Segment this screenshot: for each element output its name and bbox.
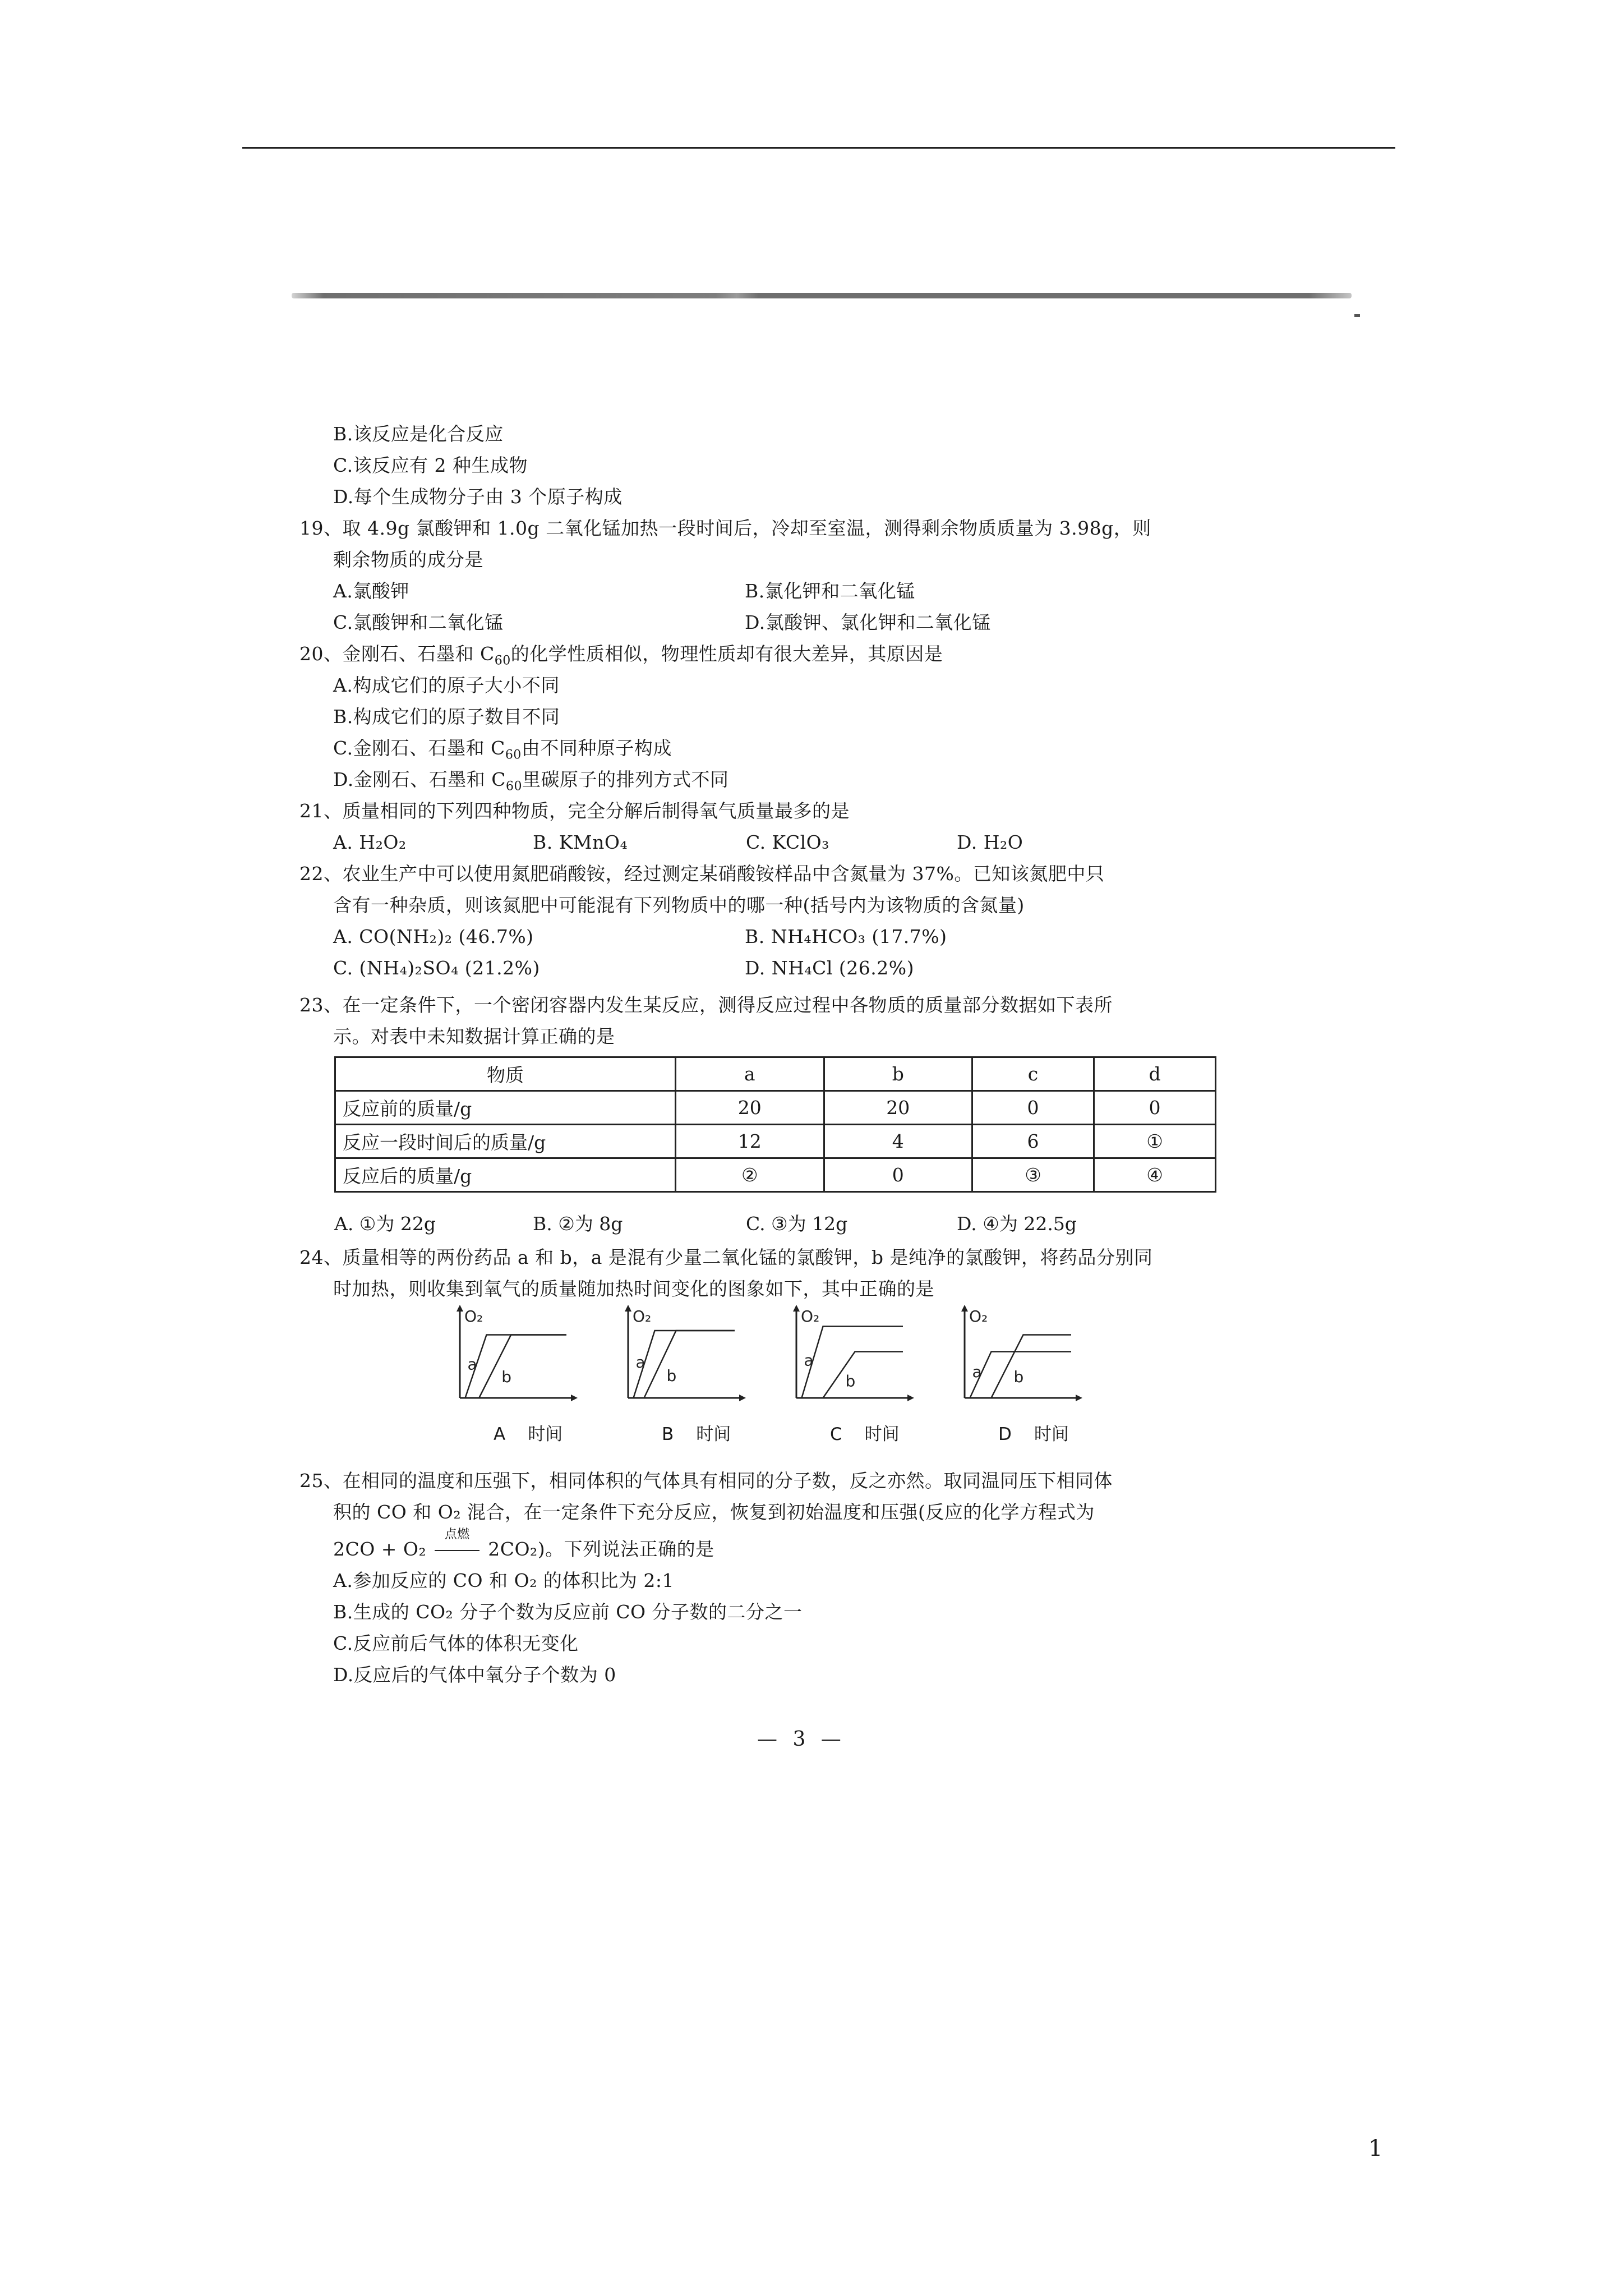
x-axis-arrow (739, 1395, 746, 1401)
table-cell: ① (1094, 1125, 1216, 1158)
q18-option-c: C.该反应有 2 种生成物 (333, 454, 528, 476)
graph-letter: D (998, 1424, 1012, 1444)
q23-option-a: A. ①为 22g (334, 1213, 436, 1235)
y-axis-label: O₂ (801, 1307, 820, 1326)
line-a-label: a (804, 1351, 814, 1370)
q19-option-b: B.氯化钾和二氧化锰 (745, 580, 915, 602)
table-cell: 0 (1094, 1091, 1216, 1125)
graph-caption (662, 1420, 731, 1445)
x-axis-arrow (571, 1395, 578, 1401)
table-cell: ④ (1094, 1158, 1216, 1192)
equation-tail: )。下列说法正确的是 (537, 1538, 714, 1560)
q23-stem: 23、在一定条件下，一个密闭容器内发生某反应，测得反应过程中各物质的质量部分数据如下表所 (299, 994, 1113, 1016)
table-cell: 20 (824, 1091, 972, 1125)
graph-svg (953, 1308, 1099, 1420)
x-axis-arrow (907, 1395, 914, 1401)
q23-option-d: D. ④为 22.5g (957, 1213, 1077, 1235)
page-number: — 3 — (757, 1728, 846, 1751)
table-header-cell: b (824, 1057, 972, 1091)
q22-option-d: D. NH₄Cl (26.2%) (745, 957, 915, 979)
q25-option-b: B.生成的 CO₂ 分子个数为反应前 CO 分子数的二分之一 (333, 1601, 803, 1623)
x-axis-label: 时间 (696, 1424, 731, 1444)
y-axis-label: O₂ (969, 1307, 988, 1326)
line-b-label: b (1013, 1367, 1024, 1386)
scan-mark (1354, 314, 1360, 317)
q25-stem-cont: 积的 CO 和 O₂ 混合，在一定条件下充分反应，恢复到初始温度和压强(反应的化学方程式为 (333, 1501, 1095, 1523)
table-row (335, 1158, 1216, 1192)
line-b-label: b (501, 1367, 511, 1386)
q25-equation-line (333, 1527, 714, 1562)
q20-option-a: A.构成它们的原子大小不同 (333, 674, 560, 696)
q22-option-a: A. CO(NH₂)₂ (46.7%) (333, 926, 534, 947)
line-b (992, 1335, 1072, 1398)
q19-option-a: A.氯酸钾 (333, 580, 409, 602)
y-axis-arrow (457, 1305, 463, 1312)
graph-letter: A (494, 1424, 506, 1444)
scan-rule (292, 293, 1352, 298)
q20-option-d: D.金刚石、石墨和 $C_{60}$里碳原子的排列方式不同 (333, 769, 729, 794)
graph-letter: C (830, 1424, 842, 1444)
x-axis-arrow (1076, 1395, 1082, 1401)
equation-condition: 点燃 (444, 1527, 470, 1542)
line-a-label: a (972, 1362, 982, 1381)
q21-option-d: D. H₂O (957, 831, 1023, 853)
graph-caption (998, 1420, 1069, 1445)
line-a-label: a (467, 1355, 477, 1374)
q19-option-c: C.氯酸钾和二氧化锰 (333, 611, 504, 633)
q18-option-b: B.该反应是化合反应 (333, 423, 504, 445)
graph-svg (617, 1308, 763, 1420)
table-cell: 0 (972, 1091, 1094, 1125)
q22-option-b: B. NH₄HCO₃ (17.7%) (745, 926, 947, 947)
line-b (479, 1335, 566, 1398)
y-axis-arrow (961, 1305, 968, 1312)
line-b-label: b (845, 1372, 856, 1391)
q22-stem-cont: 含有一种杂质，则该氮肥中可能混有下列物质中的哪一种(括号内为该物质的含氮量) (333, 894, 1025, 916)
line-b (644, 1331, 735, 1398)
q21-option-b: B. KMnO₄ (533, 831, 628, 853)
x-axis-label: 时间 (528, 1424, 563, 1444)
table-cell: ② (676, 1158, 824, 1192)
q22-option-c: C. (NH₄)₂SO₄ (21.2%) (333, 957, 540, 979)
q20-option-c: C.金刚石、石墨和 $C_{60}$由不同种原子构成 (333, 737, 672, 762)
table-cell: 0 (824, 1158, 972, 1192)
q19-stem: 19、取 4.9g 氯酸钾和 1.0g 二氧化锰加热一段时间后，冷却至室温，测得剩余物质质量为 3.98g，则 (299, 517, 1151, 539)
q24-stem-cont: 时加热，则收集到氧气的质量随加热时间变化的图象如下，其中正确的是 (333, 1278, 934, 1300)
q22-stem: 22、农业生产中可以使用氮肥硝酸铵，经过测定某硝酸铵样品中含氮量为 37%。已知该氮肥中只 (299, 863, 1105, 885)
line-b (823, 1352, 903, 1398)
y-axis-label: O₂ (633, 1307, 652, 1326)
page-number-right: 1 (1368, 2136, 1383, 2161)
equation-arrow (432, 1527, 482, 1562)
graph-svg (785, 1308, 931, 1420)
equation-products: 2CO₂ (488, 1538, 538, 1560)
table-cell: 4 (824, 1125, 972, 1158)
y-axis-label: O₂ (464, 1307, 483, 1326)
q21-stem: 21、质量相同的下列四种物质，完全分解后制得氧气质量最多的是 (299, 800, 850, 822)
equation-reactants: 2CO + O₂ (333, 1538, 427, 1560)
table-header-cell: a (676, 1057, 824, 1091)
top-rule (242, 147, 1395, 149)
q21-option-c: C. KClO₃ (746, 831, 829, 853)
y-axis-arrow (793, 1305, 800, 1312)
q24-stem: 24、质量相等的两份药品 a 和 b，a 是混有少量二氧化锰的氯酸钾，b 是纯净的氯酸钾，将药品分别同 (299, 1246, 1153, 1268)
q23-option-b: B. ②为 8g (533, 1213, 623, 1235)
q19-option-d: D.氯酸钾、氯化钾和二氧化锰 (745, 611, 991, 633)
graph-svg (449, 1308, 594, 1420)
graph-caption (494, 1420, 562, 1445)
y-axis-arrow (625, 1305, 631, 1312)
table-cell: ③ (972, 1158, 1094, 1192)
table-header-cell: c (972, 1057, 1094, 1091)
table-cell: 反应前的质量/g (335, 1091, 676, 1125)
table-row (335, 1125, 1216, 1158)
x-axis-label: 时间 (1034, 1424, 1069, 1444)
table-header-cell: 物质 (335, 1057, 676, 1091)
table-cell: 反应后的质量/g (335, 1158, 676, 1192)
q23-option-c: C. ③为 12g (746, 1213, 848, 1235)
q21-option-a: A. H₂O₂ (333, 831, 407, 853)
q25-option-d: D.反应后的气体中氧分子个数为 0 (333, 1664, 616, 1686)
table-header-cell: d (1094, 1057, 1216, 1091)
table-cell: 20 (676, 1091, 824, 1125)
q18-option-d: D.每个生成物分子由 3 个原子构成 (333, 486, 623, 508)
q25-stem: 25、在相同的温度和压强下，相同体积的气体具有相同的分子数，反之亦然。取同温同压下相同体 (299, 1470, 1113, 1492)
table-row (335, 1091, 1216, 1125)
graph-caption (830, 1420, 900, 1445)
table-cell: 12 (676, 1125, 824, 1158)
x-axis-label: 时间 (864, 1424, 900, 1444)
line-b-label: b (666, 1366, 677, 1385)
q20-option-b: B.构成它们的原子数目不同 (333, 706, 560, 728)
graph-letter: B (662, 1424, 674, 1444)
table-header-row (335, 1057, 1216, 1091)
q20-stem: 20、金刚石、石墨和 $C_{60}$的化学性质相似，物理性质却有很大差异，其原因是 (299, 643, 943, 668)
q23-mass-table (334, 1056, 1216, 1193)
q19-stem-cont: 剩余物质的成分是 (333, 549, 483, 570)
q25-option-a: A.参加反应的 CO 和 O₂ 的体积比为 2:1 (333, 1570, 674, 1591)
table-cell: 反应一段时间后的质量/g (335, 1125, 676, 1158)
q25-option-c: C.反应前后气体的体积无变化 (333, 1632, 579, 1654)
q23-stem-cont: 示。对表中未知数据计算正确的是 (333, 1025, 615, 1047)
table-cell: 6 (972, 1125, 1094, 1158)
line-a (465, 1335, 567, 1398)
line-a-label: a (635, 1353, 645, 1372)
